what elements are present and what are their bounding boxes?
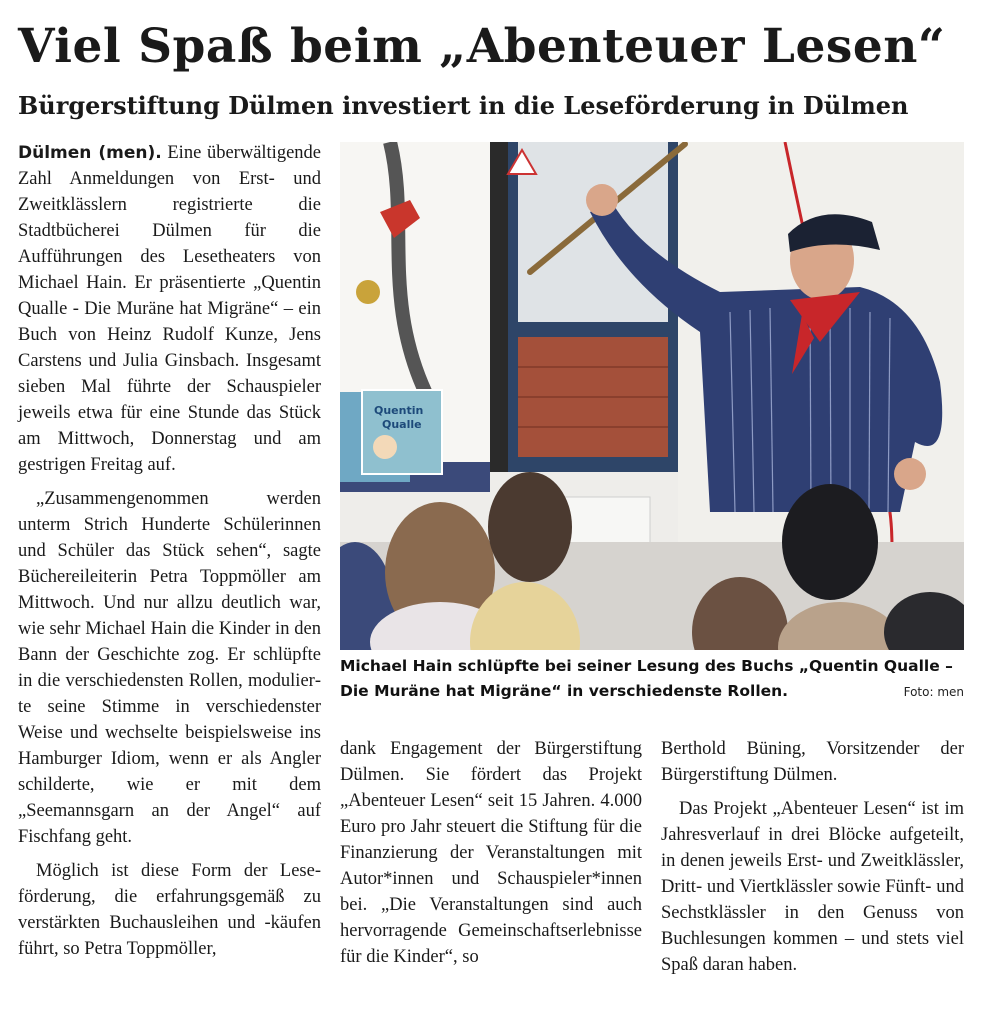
subheadline: Bürgerstiftung Dülmen investiert in die Leseförderung in Dülmen [18, 91, 909, 120]
paragraph-5: Berthold Büning, Vorsitzender der Bürgerstiftung Dülmen. [661, 739, 964, 785]
paragraph-4: dank Engagement der Bürgerstiftung Dülmen. Sie fördert das Projekt „Abenteuer Lesen“ seit 15 Jahren. 4.000 Euro pro Jahr steuert die Stiftung für die Finanzierung der Veranstaltungen mit Autor*innen und Schauspieler*innen bei. „Die Veranstaltungen sind auch hervorragende Gemeinschaftserlebnisse für die Kinder“, so [340, 739, 642, 967]
paragraph-1 [18, 140, 321, 478]
article-photo [340, 142, 964, 650]
paragraph-2: „Zusammengenommen werden unterm Strich Hunderte Schülerinnen und Schüler das Stück sehen“, sagte Büchereileiterin Petra Toppmöller am Mittwoch. Und nur allzu deutlich war, wie sehr Michael Hain die Kinder in den Bann der Geschichte zog. Er schlüpfte in die verschiedensten Rollen, modulierte seine Stimme in verschiedenster Weise und wechselte beispielsweise ins Hamburger Idiom, wenn er als Angler schilderte, wie er mit dem „Seemannsgarn an der Angel“ auf Fischfang geht. [18, 489, 321, 847]
paragraph-3: Möglich ist diese Form der Leseförderung, die erfahrungsgemäß zu verstärkten Buchausleihen und -käufen führt, so Petra Toppmöller, [18, 861, 321, 959]
photo-illustration [340, 142, 964, 650]
dateline: Dülmen (men). [18, 143, 162, 163]
text-column-2 [340, 736, 642, 970]
book-cover [362, 390, 442, 474]
photo-credit: Foto: men [903, 685, 964, 699]
text-column-3 [661, 736, 964, 978]
text-column-1 [18, 140, 321, 962]
paragraph-6: Das Projekt „Abenteuer Lesen“ ist im Jahresverlauf in drei Blöcke aufgeteilt, in denen jeweils Erst- und Zweitklässler, Dritt- und Viertklässler sowie Fünft- und Sechstklässler in den Genuss von Buchlesungen kommen – und stets viel Spaß daran haben. [661, 799, 964, 975]
raised-hand [586, 184, 618, 216]
headline: Viel Spaß beim „Abenteuer Lesen“ [18, 19, 946, 74]
book-title-line-2: Qualle [382, 418, 422, 431]
paragraph-1-text: Eine überwältigende Zahl Anmeldungen von Erst- und Zweitklässlern registrierte die Stadtbücherei Dülmen für die Aufführungen des Lesetheaters von Michael Hain. Er präsentierte „Quentin Qualle - Die Muräne hat Migräne“ – ein Buch von Heinz Rudolf Kunze, Jens Carstens und Julia Ginsbach. Insgesamt sieben Mal führte der Schauspieler jeweils etwa für eine Stunde das Stück am Mittwoch, Donnerstag und am gestrigen Freitag auf. [18, 143, 321, 475]
photo-caption: Michael Hain schlüpfte bei seiner Lesung des Buchs „Quentin Qualle – Die Muräne hat Migräne“ in verschiedenste Rollen. [340, 657, 953, 700]
book-title-line-1: Quentin [374, 404, 424, 417]
